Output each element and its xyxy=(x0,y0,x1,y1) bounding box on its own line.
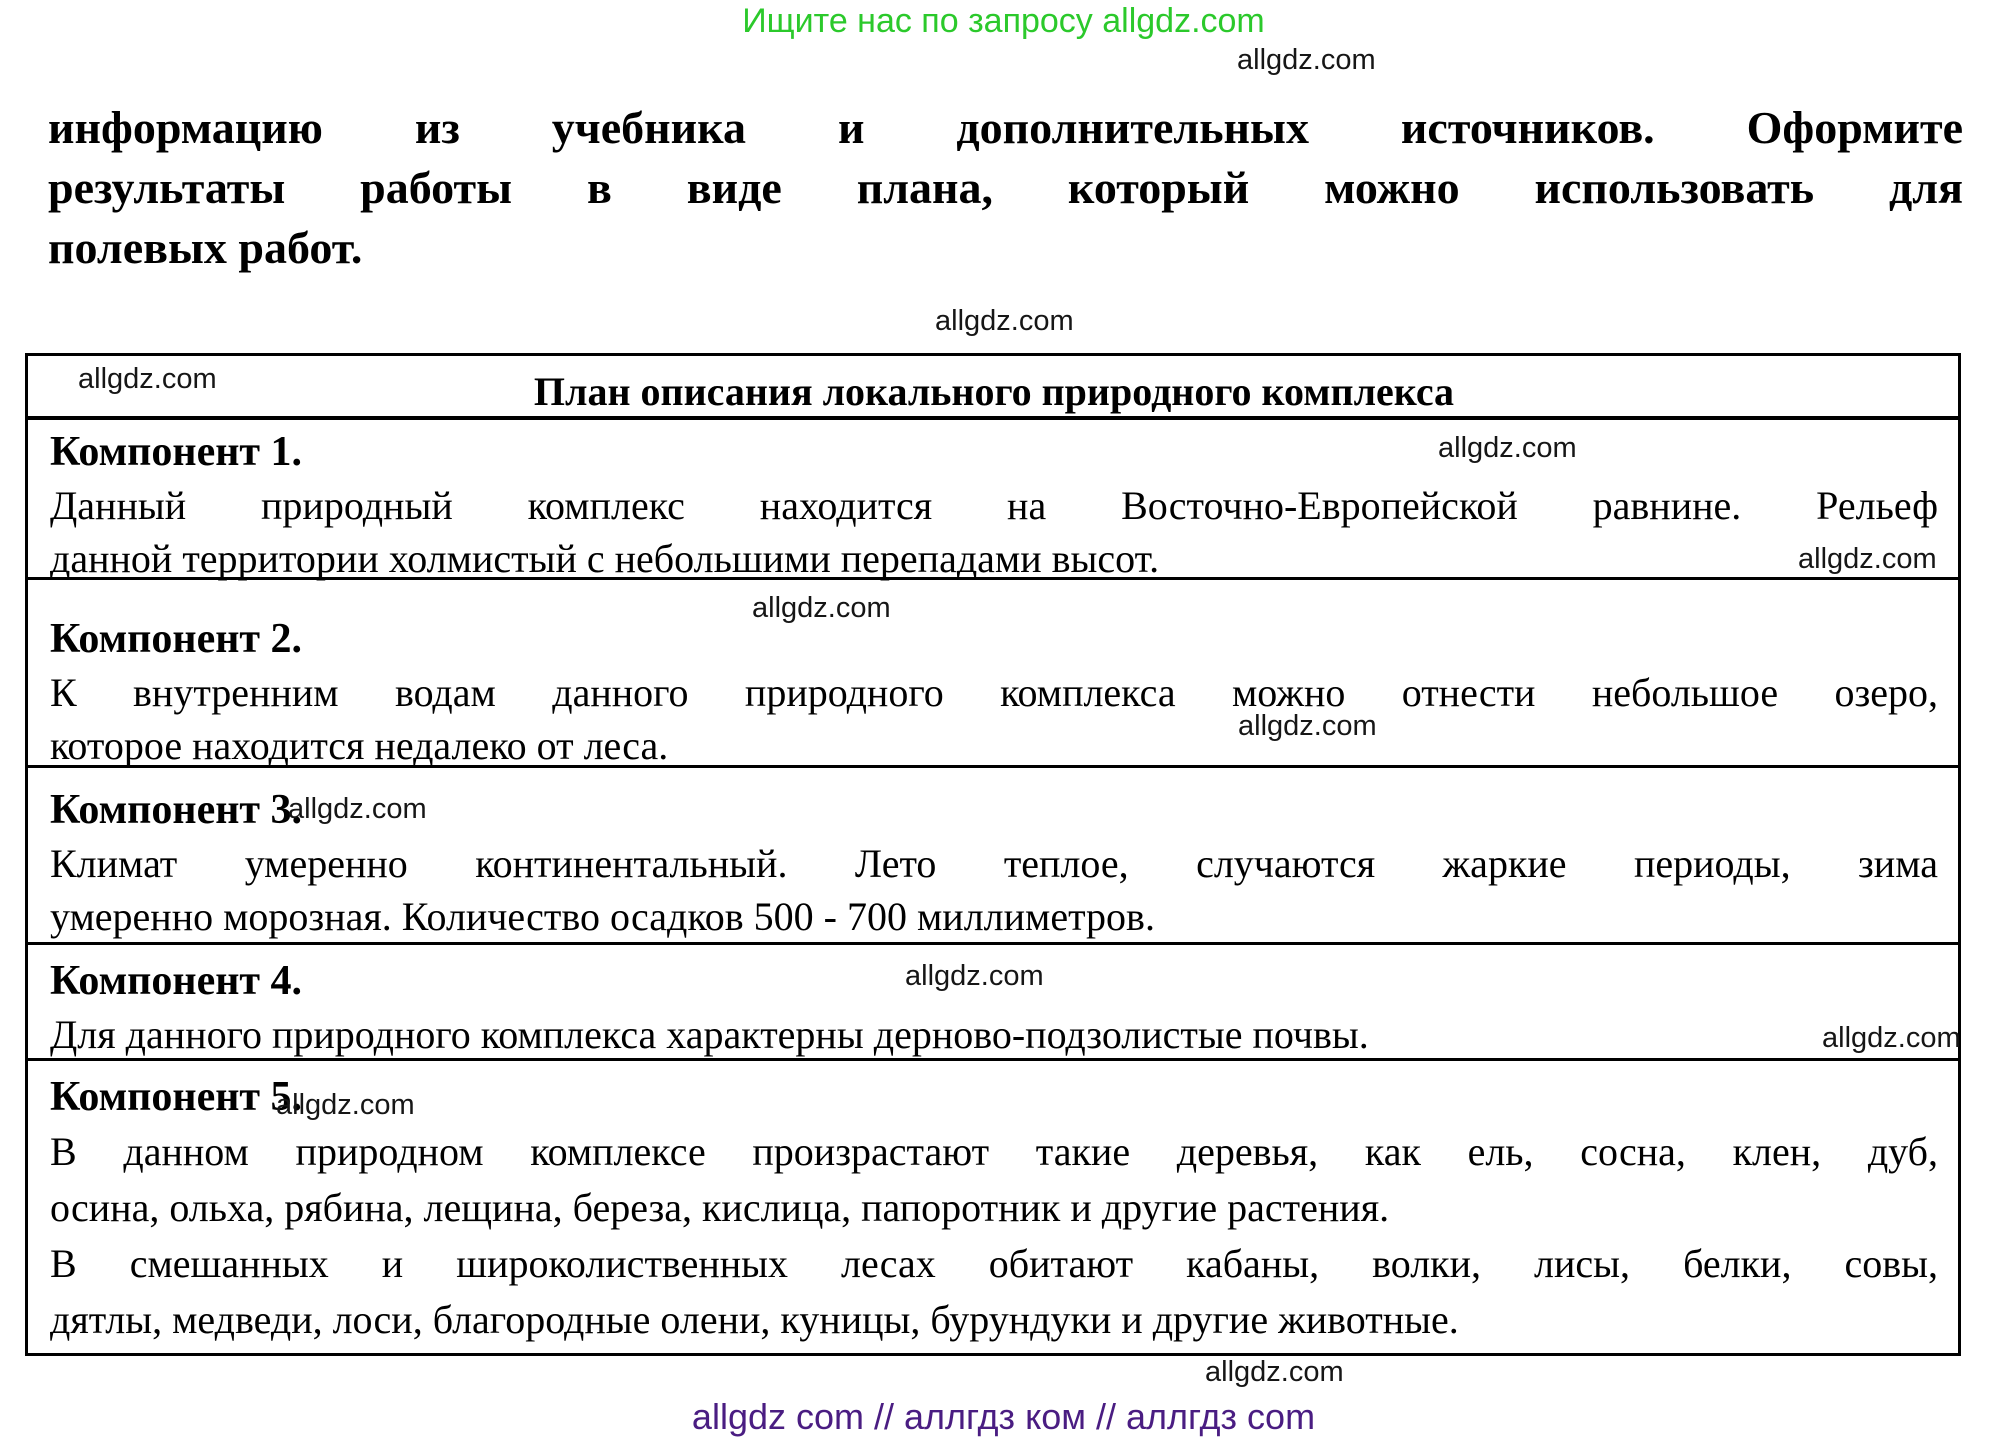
watermark-row3-a: allgdz.com xyxy=(288,793,427,825)
table-row-component-2 xyxy=(28,580,1958,768)
component-2-heading: Компонент 2. xyxy=(50,616,303,662)
watermark-table-header: allgdz.com xyxy=(78,363,217,395)
component-5-heading: Компонент 5. xyxy=(50,1074,303,1120)
component-4-heading: Компонент 4. xyxy=(50,958,303,1004)
component-5-line-1: В данном природном комплексе произрастают такие деревья, как ель, сосна, клен, дуб, xyxy=(50,1129,1938,1174)
component-5-line-3: В смешанных и широколиственных лесах обитают кабаны, волки, лисы, белки, совы, xyxy=(50,1241,1938,1286)
watermark-row1-a: allgdz.com xyxy=(1438,432,1577,464)
component-3-line-1: Климат умеренно континентальный. Лето теплое, случаются жаркие периоды, зима xyxy=(50,841,1938,886)
plan-table-title-row xyxy=(28,356,1958,420)
intro-line-3: полевых работ. xyxy=(48,222,363,273)
component-1-line-2: данной территории холмистый с небольшими перепадами высот. xyxy=(50,536,1160,581)
intro-line-1: информацию из учебника и дополнительных источников. Оформите xyxy=(48,102,1963,153)
component-5-line-2: осина, ольха, рябина, лещина, береза, кислица, папоротник и другие растения. xyxy=(50,1185,1390,1230)
component-2-line-2: которое находится недалеко от леса. xyxy=(50,723,669,768)
watermark-row2-a: allgdz.com xyxy=(752,592,891,624)
component-3-line-2: умеренно морозная. Количество осадков 500 - 700 миллиметров. xyxy=(50,894,1155,939)
footer-purple-text: allgdz com // аллгдз ком // аллгдз com xyxy=(691,1396,1316,1437)
component-5-line-4: дятлы, медведи, лоси, благородные олени, куницы, бурундуки и другие животные. xyxy=(50,1297,1459,1342)
component-1-heading: Компонент 1. xyxy=(50,429,303,475)
watermark-row5-a: allgdz.com xyxy=(276,1089,415,1121)
plan-table-title: План описания локального природного комплекса xyxy=(533,369,1455,414)
table-row-component-1 xyxy=(28,420,1958,580)
watermark-row1-b: allgdz.com xyxy=(1798,543,1937,575)
watermark-top: allgdz.com xyxy=(1237,44,1376,76)
promo-text-green: Ищите нас по запросу allgdz.com xyxy=(742,2,1265,40)
watermark-intro: allgdz.com xyxy=(935,305,1074,337)
component-4-line-1: Для данного природного комплекса характерны дерново-подзолистые почвы. xyxy=(50,1012,1369,1057)
watermark-row4-b: allgdz.com xyxy=(1822,1022,1961,1054)
watermark-row2-b: allgdz.com xyxy=(1238,710,1377,742)
component-1-line-1: Данный природный комплекс находится на Восточно-Европейской равнине. Рельеф xyxy=(50,483,1938,528)
component-2-line-1: К внутренним водам данного природного комплекса можно отнести небольшое озеро, xyxy=(50,670,1938,715)
intro-paragraph xyxy=(48,98,1963,278)
intro-line-2: результаты работы в виде плана, который можно использовать для xyxy=(48,162,1963,213)
watermark-below-table: allgdz.com xyxy=(1205,1356,1344,1388)
plan-table xyxy=(25,353,1961,1356)
watermark-row4-a: allgdz.com xyxy=(905,960,1044,992)
component-3-heading: Компонент 3. xyxy=(50,787,303,833)
